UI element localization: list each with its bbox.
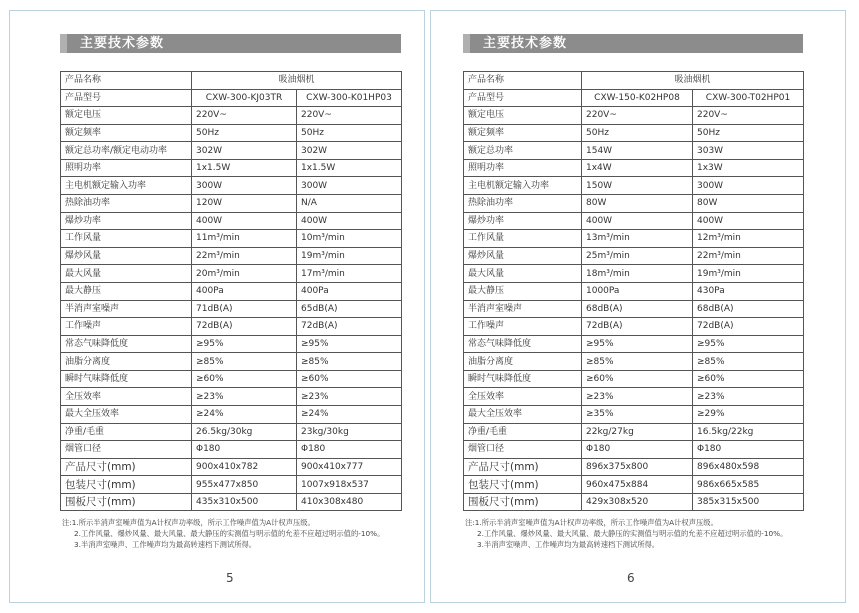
spec-label: 额定频率 <box>61 124 192 142</box>
spec-value: 71dB(A) <box>192 300 297 318</box>
section-title: 主要技术参数 <box>80 36 165 51</box>
table-row <box>464 72 804 90</box>
table-row <box>61 72 402 90</box>
table-row <box>61 318 402 336</box>
spec-label: 净重/毛重 <box>61 423 192 441</box>
spec-label: 净重/毛重 <box>464 423 582 441</box>
table-row <box>464 212 804 230</box>
spec-label: 主电机额定输入功率 <box>61 177 192 195</box>
spec-value: 16.5kg/22kg <box>693 423 804 441</box>
table-row <box>464 282 804 300</box>
table-row <box>61 107 402 125</box>
spec-label: 工作风量 <box>464 230 582 248</box>
spec-label: 常态气味降低度 <box>61 335 192 353</box>
footnote: 2.工作风量、爆炒风量、最大风量、最大静压的实测值与明示值的允差不应超过明示值的-10%。 <box>477 529 788 538</box>
table-row <box>61 282 402 300</box>
model-label: 产品型号 <box>464 89 582 107</box>
spec-label: 瞬时气味降低度 <box>61 370 192 388</box>
spec-value: ≥60% <box>582 370 693 388</box>
spec-label: 爆炒风量 <box>61 247 192 265</box>
spec-label: 包装尺寸(mm) <box>61 476 192 494</box>
spec-value: Φ180 <box>192 441 297 459</box>
table-row <box>464 458 804 476</box>
spec-value: 435x310x500 <box>192 493 297 511</box>
spec-value: ≥60% <box>693 370 804 388</box>
spec-value: 400Pa <box>297 282 402 300</box>
spec-value: 50Hz <box>693 124 804 142</box>
spec-value: 1x1.5W <box>192 159 297 177</box>
spec-value: ≥29% <box>693 405 804 423</box>
spec-value: 25m³/min <box>582 247 693 265</box>
table-row <box>61 195 402 213</box>
spec-value: 896x375x800 <box>582 458 693 476</box>
spec-label: 油脂分离度 <box>61 353 192 371</box>
spec-value: ≥24% <box>297 405 402 423</box>
spec-value: 430Pa <box>693 282 804 300</box>
spec-value: 13m³/min <box>582 230 693 248</box>
spec-value: ≥35% <box>582 405 693 423</box>
spec-value: 22m³/min <box>693 247 804 265</box>
spec-value: N/A <box>297 195 402 213</box>
spec-value: 72dB(A) <box>192 318 297 336</box>
spec-value: 12m³/min <box>693 230 804 248</box>
footnotes <box>465 517 815 550</box>
table-row <box>464 370 804 388</box>
model-value: CXW-150-K02HP08 <box>582 89 693 107</box>
spec-label: 围板尺寸(mm) <box>464 493 582 511</box>
spec-label: 爆炒风量 <box>464 247 582 265</box>
spec-value: ≥23% <box>693 388 804 406</box>
spec-label: 烟管口径 <box>464 441 582 459</box>
spec-value: 896x480x598 <box>693 458 804 476</box>
table-row <box>464 493 804 511</box>
spec-value: 68dB(A) <box>693 300 804 318</box>
spec-label: 额定频率 <box>464 124 582 142</box>
spec-value: 960x475x884 <box>582 476 693 494</box>
spec-label: 额定电压 <box>61 107 192 125</box>
spec-value: 22m³/min <box>192 247 297 265</box>
spec-label: 工作噪声 <box>61 318 192 336</box>
section-banner <box>60 34 401 53</box>
spec-label: 额定总功率/额定电动功率 <box>61 142 192 160</box>
spec-value: 385x315x500 <box>693 493 804 511</box>
spec-value: ≥85% <box>582 353 693 371</box>
spec-value: 410x308x480 <box>297 493 402 511</box>
spec-value: 220V~ <box>693 107 804 125</box>
spec-value: 17m³/min <box>297 265 402 283</box>
spec-value: ≥85% <box>192 353 297 371</box>
spec-value: 150W <box>582 177 693 195</box>
spec-label: 半消声室噪声 <box>61 300 192 318</box>
spec-value: 1x3W <box>693 159 804 177</box>
spec-value: 1007x918x537 <box>297 476 402 494</box>
footnote: 2.工作风量、爆炒风量、最大风量、最大静压的实测值与明示值的允差不应超过明示值的-10%。 <box>74 529 385 538</box>
spec-value: 22kg/27kg <box>582 423 693 441</box>
spec-value: 400W <box>582 212 693 230</box>
table-row <box>61 441 402 459</box>
spec-value: 72dB(A) <box>582 318 693 336</box>
table-row <box>61 247 402 265</box>
spec-label: 热除油功率 <box>61 195 192 213</box>
table-row <box>464 476 804 494</box>
spec-value: ≥95% <box>693 335 804 353</box>
spec-value: 68dB(A) <box>582 300 693 318</box>
product-name-value: 吸油烟机 <box>192 72 402 90</box>
model-label: 产品型号 <box>61 89 192 107</box>
spec-value: 23kg/30kg <box>297 423 402 441</box>
table-row <box>464 230 804 248</box>
spec-value: 1000Pa <box>582 282 693 300</box>
spec-value: 300W <box>297 177 402 195</box>
page-number: 5 <box>226 571 234 585</box>
spec-value: 303W <box>693 142 804 160</box>
table-row <box>464 265 804 283</box>
section-title: 主要技术参数 <box>483 36 568 51</box>
spec-value: 220V~ <box>192 107 297 125</box>
spec-value: 400W <box>297 212 402 230</box>
spec-value: 26.5kg/30kg <box>192 423 297 441</box>
spec-value: 19m³/min <box>693 265 804 283</box>
spec-value: 120W <box>192 195 297 213</box>
spec-value: 72dB(A) <box>297 318 402 336</box>
spec-label: 工作风量 <box>61 230 192 248</box>
spec-value: ≥24% <box>192 405 297 423</box>
product-name-label: 产品名称 <box>61 72 192 90</box>
table-row <box>61 370 402 388</box>
spec-label: 常态气味降低度 <box>464 335 582 353</box>
spec-value: Φ180 <box>297 441 402 459</box>
spec-value: 50Hz <box>297 124 402 142</box>
spec-label: 额定电压 <box>464 107 582 125</box>
spec-value: ≥23% <box>297 388 402 406</box>
spec-value: Φ180 <box>582 441 693 459</box>
table-row <box>61 230 402 248</box>
spec-label: 烟管口径 <box>61 441 192 459</box>
product-name-label: 产品名称 <box>464 72 582 90</box>
spec-value: 300W <box>693 177 804 195</box>
table-row <box>61 353 402 371</box>
spec-label: 产品尺寸(mm) <box>464 458 582 476</box>
spec-label: 照明功率 <box>464 159 582 177</box>
footnote: 注:1.所示半消声室噪声值为A计权声功率级，所示工作噪声值为A计权声压级。 <box>465 518 718 527</box>
spec-value: ≥95% <box>582 335 693 353</box>
spec-label: 工作噪声 <box>464 318 582 336</box>
spec-value: ≥23% <box>192 388 297 406</box>
spec-label: 包装尺寸(mm) <box>464 476 582 494</box>
table-row <box>464 177 804 195</box>
table-row <box>464 318 804 336</box>
spec-label: 最大全压效率 <box>464 405 582 423</box>
model-value: CXW-300-KJ03TR <box>192 89 297 107</box>
table-row <box>61 405 402 423</box>
spec-value: 955x477x850 <box>192 476 297 494</box>
banner-tab <box>60 34 67 53</box>
table-row <box>61 89 402 107</box>
table-row <box>464 247 804 265</box>
table-row <box>464 107 804 125</box>
footnotes <box>62 517 412 550</box>
spec-label: 爆炒功率 <box>61 212 192 230</box>
spec-value: 50Hz <box>582 124 693 142</box>
table-row <box>464 405 804 423</box>
table-row <box>464 124 804 142</box>
product-name-value: 吸油烟机 <box>582 72 804 90</box>
spec-value: 1x1.5W <box>297 159 402 177</box>
model-value: CXW-300-T02HP01 <box>693 89 804 107</box>
spec-label: 爆炒功率 <box>464 212 582 230</box>
table-row <box>464 142 804 160</box>
table-row <box>61 476 402 494</box>
spec-label: 最大静压 <box>464 282 582 300</box>
spec-label: 瞬时气味降低度 <box>464 370 582 388</box>
spec-value: 302W <box>192 142 297 160</box>
spec-table <box>463 71 804 511</box>
spec-value: 72dB(A) <box>693 318 804 336</box>
spec-value: 19m³/min <box>297 247 402 265</box>
footnote: 3.半消声室噪声、工作噪声均为最高转速档下测试所得。 <box>74 540 257 549</box>
table-row <box>61 388 402 406</box>
spec-value: ≥85% <box>297 353 402 371</box>
table-row <box>464 300 804 318</box>
spec-label: 最大风量 <box>61 265 192 283</box>
table-row <box>464 195 804 213</box>
table-row <box>61 300 402 318</box>
spec-value: 900x410x782 <box>192 458 297 476</box>
spec-value: ≥60% <box>192 370 297 388</box>
table-row <box>464 89 804 107</box>
section-banner <box>463 34 803 53</box>
spec-value: 50Hz <box>192 124 297 142</box>
spec-value: 302W <box>297 142 402 160</box>
table-row <box>464 335 804 353</box>
table-row <box>464 353 804 371</box>
page-number: 6 <box>627 571 635 585</box>
spec-label: 照明功率 <box>61 159 192 177</box>
table-row <box>464 441 804 459</box>
spec-value: ≥23% <box>582 388 693 406</box>
spec-value: 220V~ <box>582 107 693 125</box>
spec-label: 主电机额定输入功率 <box>464 177 582 195</box>
spec-table <box>60 71 402 511</box>
spec-label: 最大静压 <box>61 282 192 300</box>
spec-label: 最大全压效率 <box>61 405 192 423</box>
spec-label: 围板尺寸(mm) <box>61 493 192 511</box>
spec-value: 220V~ <box>297 107 402 125</box>
spec-label: 最大风量 <box>464 265 582 283</box>
spec-value: 400W <box>192 212 297 230</box>
spec-label: 油脂分离度 <box>464 353 582 371</box>
spec-value: 400Pa <box>192 282 297 300</box>
spec-value: 429x308x520 <box>582 493 693 511</box>
spec-label: 产品尺寸(mm) <box>61 458 192 476</box>
spec-value: 154W <box>582 142 693 160</box>
table-row <box>61 142 402 160</box>
spec-label: 半消声室噪声 <box>464 300 582 318</box>
spec-value: 18m³/min <box>582 265 693 283</box>
spec-value: 986x665x585 <box>693 476 804 494</box>
model-value: CXW-300-K01HP03 <box>297 89 402 107</box>
footnote: 3.半消声室噪声、工作噪声均为最高转速档下测试所得。 <box>477 540 660 549</box>
table-row <box>61 335 402 353</box>
table-row <box>464 159 804 177</box>
table-row <box>61 458 402 476</box>
spec-value: Φ180 <box>693 441 804 459</box>
table-row <box>61 124 402 142</box>
spec-value: 1x4W <box>582 159 693 177</box>
spec-label: 全压效率 <box>61 388 192 406</box>
spec-value: 20m³/min <box>192 265 297 283</box>
footnote: 注:1.所示半消声室噪声值为A计权声功率级，所示工作噪声值为A计权声压级。 <box>62 518 315 527</box>
table-row <box>464 388 804 406</box>
banner-tab <box>463 34 470 53</box>
spec-value: 900x410x777 <box>297 458 402 476</box>
spec-value: 300W <box>192 177 297 195</box>
table-row <box>61 212 402 230</box>
spec-value: 80W <box>693 195 804 213</box>
spec-value: ≥95% <box>192 335 297 353</box>
spec-label: 热除油功率 <box>464 195 582 213</box>
table-row <box>61 159 402 177</box>
spec-value: ≥85% <box>693 353 804 371</box>
table-row <box>464 423 804 441</box>
spec-value: 10m³/min <box>297 230 402 248</box>
spec-label: 额定总功率 <box>464 142 582 160</box>
spec-value: ≥95% <box>297 335 402 353</box>
table-row <box>61 423 402 441</box>
spec-value: 11m³/min <box>192 230 297 248</box>
table-row <box>61 493 402 511</box>
spec-value: ≥60% <box>297 370 402 388</box>
spec-value: 65dB(A) <box>297 300 402 318</box>
spec-value: 80W <box>582 195 693 213</box>
spec-label: 全压效率 <box>464 388 582 406</box>
spec-value: 400W <box>693 212 804 230</box>
table-row <box>61 265 402 283</box>
table-row <box>61 177 402 195</box>
